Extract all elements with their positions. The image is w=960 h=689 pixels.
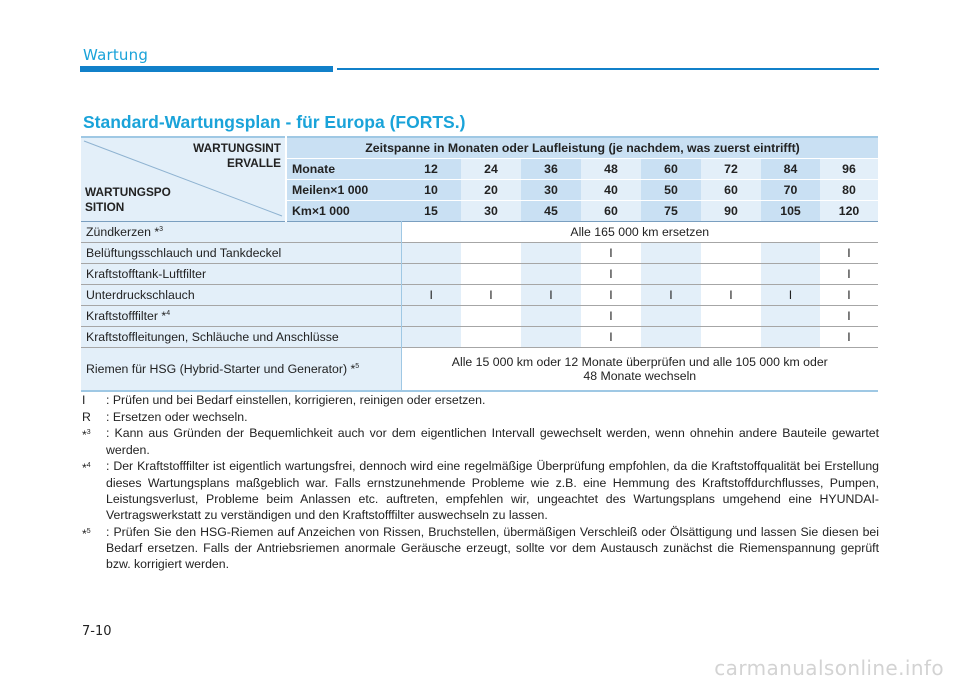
footnote-marker: 5 — [355, 363, 360, 370]
row-cell — [461, 264, 521, 285]
row-cell — [761, 327, 820, 348]
row-cell: I — [820, 243, 878, 264]
row-cell — [401, 243, 461, 264]
corner-top-line-2: ERVALLE — [227, 156, 281, 170]
legend-marker-sup: 5 — [86, 527, 91, 535]
legend-note — [82, 409, 879, 425]
row-cell: I — [820, 327, 878, 348]
row-cell — [641, 243, 701, 264]
legend-marker-symbol: I — [82, 393, 86, 407]
row-item-label: Unterdruckschlauch — [86, 288, 195, 302]
interval-header-value: 50 — [641, 180, 701, 201]
page-number: 7-10 — [82, 624, 112, 639]
row-item-name — [81, 222, 401, 243]
interval-header-value: 36 — [521, 159, 581, 180]
legend-marker — [82, 524, 106, 573]
row-cell — [761, 264, 820, 285]
legend-marker — [82, 458, 106, 523]
row-cell — [641, 327, 701, 348]
row-cell: I — [581, 327, 641, 348]
row-cell — [461, 306, 521, 327]
footnote-marker: 4 — [166, 310, 171, 317]
corner-bottom-label — [85, 185, 171, 215]
table-row — [81, 348, 878, 392]
corner-bottom-line-2: SITION — [85, 200, 125, 214]
interval-header-value: 20 — [461, 180, 521, 201]
interval-header-value: 90 — [701, 201, 761, 222]
table-row — [81, 243, 878, 264]
interval-header-value: 10 — [401, 180, 461, 201]
maintenance-table — [81, 136, 878, 392]
table-corner-cell — [81, 137, 286, 222]
row-cell — [521, 264, 581, 285]
row-item-name — [81, 285, 401, 306]
legend-marker-symbol: * — [82, 461, 87, 476]
row-merged-value: Alle 165 000 km ersetzen — [401, 222, 878, 243]
merged-value-line: Alle 15 000 km oder 12 Monate überprüfen und alle 105 000 km oder — [451, 355, 828, 369]
row-item-name — [81, 264, 401, 285]
row-cell: I — [581, 243, 641, 264]
table-row — [81, 306, 878, 327]
corner-bottom-line-1: WARTUNGSPO — [85, 185, 171, 199]
row-cell — [701, 264, 761, 285]
row-item-label: Kraftstoffleitungen, Schläuche und Anschlüsse — [86, 330, 339, 344]
corner-top-label — [193, 141, 281, 171]
row-cell — [761, 243, 820, 264]
legend-note-text: : Kann aus Gründen der Bequemlichkeit auch vor dem eigentlichen Intervall gewechselt werden, wenn ohnehin andere Bauteile gewartet werden. — [106, 426, 879, 457]
watermark: carmanualsonline.info — [714, 656, 944, 680]
row-cell: I — [820, 264, 878, 285]
interval-header-value: 48 — [581, 159, 641, 180]
legend-marker-sup: 4 — [86, 462, 91, 470]
legend-note-text: : Prüfen Sie den HSG-Riemen auf Anzeichen von Rissen, Bruchstellen, übermäßigen Verschleiß oder Ölsättigung und lassen Sie diesen bei Bedarf ersetzen. Falls der Antriebsriemen anormale Geräusche erzeugt, sollte vor dem Austausch zunächst die Riemenspannung geprüft bzw. korrigiert werden. — [106, 524, 879, 572]
interval-header-value: 120 — [820, 201, 878, 222]
legend-marker-symbol: * — [82, 526, 87, 541]
row-cell — [701, 306, 761, 327]
row-cell — [641, 264, 701, 285]
row-cell — [521, 243, 581, 264]
row-cell: I — [521, 285, 581, 306]
row-item-label: Riemen für HSG (Hybrid-Starter und Generator) * — [86, 362, 356, 376]
interval-header-label: Meilen×1 000 — [286, 180, 401, 201]
row-cell: I — [701, 285, 761, 306]
legend-note — [82, 458, 879, 523]
row-item-label: Zündkerzen * — [86, 225, 160, 239]
corner-top-line-1: WARTUNGSINT — [193, 141, 281, 155]
interval-header-value: 45 — [521, 201, 581, 222]
row-cell: I — [761, 285, 820, 306]
row-item-label: Belüftungsschlauch und Tankdeckel — [86, 246, 282, 260]
row-cell: I — [820, 285, 878, 306]
row-cell — [521, 306, 581, 327]
interval-header-value: 40 — [581, 180, 641, 201]
legend-note-text: : Prüfen und bei Bedarf einstellen, korrigieren, reinigen oder ersetzen. — [106, 393, 486, 407]
row-cell: I — [820, 306, 878, 327]
interval-header-value: 12 — [401, 159, 461, 180]
row-cell — [401, 264, 461, 285]
interval-header-value: 24 — [461, 159, 521, 180]
interval-header-value: 70 — [761, 180, 820, 201]
row-cell: I — [401, 285, 461, 306]
legend-marker-symbol: * — [82, 428, 87, 443]
section-label: Wartung — [83, 46, 149, 64]
row-item-label: Kraftstofffilter * — [86, 309, 167, 323]
legend-marker — [82, 425, 106, 457]
interval-header-label: Monate — [286, 159, 401, 180]
row-item-name — [81, 243, 401, 264]
row-cell — [701, 327, 761, 348]
legend-notes — [82, 392, 879, 573]
row-item-label: Kraftstofftank-Luftfilter — [86, 267, 207, 281]
legend-note-text: : Der Kraftstofffilter ist eigentlich wartungsfrei, dennoch wird eine regelmäßige Überprüfung empfohlen, da die Kraftstoffqualität bei Erstellung dieses Wartungsplans maßgeblich war. Falls ernstzunehmende Probleme wie z.B. eine Hemmung des Kraftstoffdurchflusses, Pumpen, Leistungsverlust, Probleme beim Anlassen etc. auftreten, empfehlen wir, ungeachtet des Wartungsplans umgehend eine HYUNDAI-Vertragswerkstatt zu verständigen und den Kraftstofffilter auswechseln zu lassen. — [106, 459, 879, 522]
row-cell — [521, 327, 581, 348]
legend-note-text: : Ersetzen oder wechseln. — [106, 409, 248, 424]
row-cell: I — [581, 285, 641, 306]
legend-marker-sup: 3 — [86, 429, 91, 437]
table-row — [81, 264, 878, 285]
interval-header-value: 96 — [820, 159, 878, 180]
legend-note — [82, 524, 879, 573]
row-cell: I — [581, 306, 641, 327]
interval-header-value: 75 — [641, 201, 701, 222]
row-cell — [701, 243, 761, 264]
header-rule-thick — [80, 66, 333, 72]
row-cell — [401, 306, 461, 327]
header-rule-thin — [337, 68, 879, 70]
row-item-name — [81, 348, 401, 392]
legend-marker — [82, 409, 106, 425]
legend-note — [82, 425, 879, 457]
row-merged-value — [401, 348, 878, 392]
interval-header-value: 60 — [701, 180, 761, 201]
footnote-marker: 3 — [159, 226, 164, 233]
row-cell — [641, 306, 701, 327]
row-cell — [761, 306, 820, 327]
interval-header-value: 15 — [401, 201, 461, 222]
row-cell — [461, 327, 521, 348]
interval-header-value: 105 — [761, 201, 820, 222]
row-cell: I — [581, 264, 641, 285]
legend-marker-symbol: R — [82, 409, 91, 424]
table-row — [81, 222, 878, 243]
table-row — [81, 285, 878, 306]
legend-marker — [82, 392, 106, 408]
interval-header-value: 60 — [581, 201, 641, 222]
merged-value-line: 48 Monate wechseln — [583, 369, 697, 383]
interval-span-header: Zeitspanne in Monaten oder Laufleistung (je nachdem, was zuerst eintrifft) — [286, 137, 878, 159]
interval-header-value: 80 — [820, 180, 878, 201]
row-cell: I — [641, 285, 701, 306]
row-cell — [401, 327, 461, 348]
row-cell: I — [461, 285, 521, 306]
legend-note — [82, 392, 879, 408]
row-item-name — [81, 306, 401, 327]
interval-header-value: 30 — [521, 180, 581, 201]
page-title: Standard-Wartungsplan - für Europa (FORTS.) — [83, 112, 466, 132]
interval-header-value: 72 — [701, 159, 761, 180]
interval-header-value: 84 — [761, 159, 820, 180]
interval-header-value: 60 — [641, 159, 701, 180]
interval-header-value: 30 — [461, 201, 521, 222]
table-row — [81, 327, 878, 348]
interval-header-label: Km×1 000 — [286, 201, 401, 222]
row-cell — [461, 243, 521, 264]
row-item-name — [81, 327, 401, 348]
